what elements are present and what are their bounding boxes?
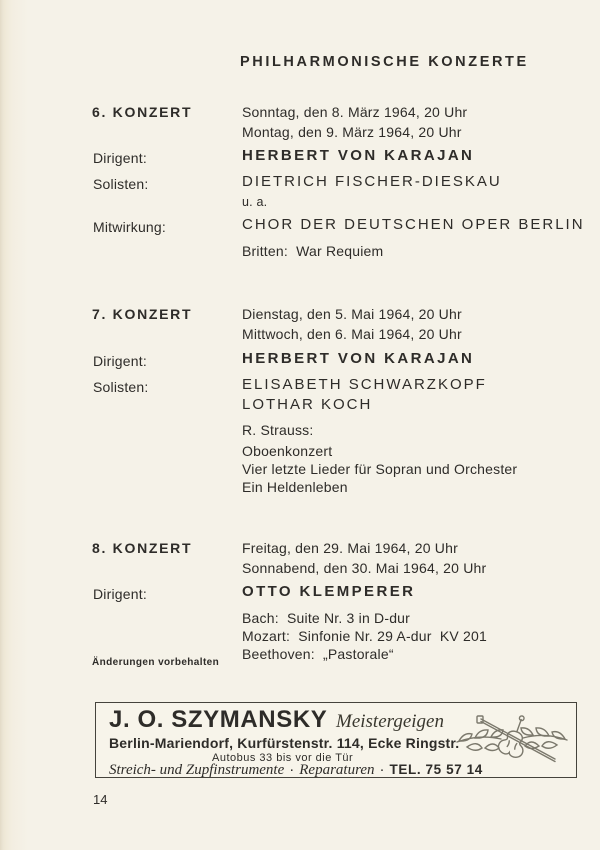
concert-6-date-2: Montag, den 9. März 1964, 20 Uhr [242,124,462,140]
concert-7-date-1: Dienstag, den 5. Mai 1964, 20 Uhr [242,306,462,322]
ad-service-repairs: Reparaturen [299,762,375,778]
concert-8-date-2: Sonnabend, den 30. Mai 1964, 20 Uhr [242,560,487,576]
concert-7-solist-2: LOTHAR KOCH [242,396,373,413]
concert-6-dirigent-name: HERBERT VON KARAJAN [242,147,475,164]
ad-services-line [109,761,483,779]
ad-phone-number: TEL. 75 57 14 [389,762,483,777]
ad-separator-2: · [379,761,385,778]
ad-address: Berlin-Mariendorf, Kurfürstenstr. 114, Ecke Ringstr. [109,735,460,751]
concert-7-dirigent-name: HERBERT VON KARAJAN [242,350,475,367]
ad-tagline: Meistergeigen [336,711,444,732]
concert-6-label: 6. KONZERT [92,104,193,120]
concert-7-solist-1: ELISABETH SCHWARZKOPF [242,376,487,393]
concert-6-program-1: Britten: War Requiem [242,243,384,259]
concert-7-program-1: R. Strauss: [242,422,314,438]
concert-6-solisten-note: u. a. [242,195,268,209]
concert-7-date-2: Mittwoch, den 6. Mai 1964, 20 Uhr [242,326,462,342]
concert-8-date-1: Freitag, den 29. Mai 1964, 20 Uhr [242,540,458,556]
concert-8-program-1: Bach: Suite Nr. 3 in D-dur [242,610,411,626]
concert-6-mitwirkung-label: Mitwirkung: [93,219,166,235]
concert-8-program-2: Mozart: Sinfonie Nr. 29 A-dur KV 201 [242,628,487,644]
concert-7-program-3: Vier letzte Lieder für Sopran und Orchester [242,461,518,477]
concert-8-program-3: Beethoven: „Pastorale“ [242,646,394,662]
concert-7-dirigent-label: Dirigent: [93,353,147,369]
advertisement-box [95,702,577,778]
concert-6-dirigent-label: Dirigent: [93,150,147,166]
ad-transit-info: Autobus 33 bis vor die Tür [212,752,354,764]
concert-7-program-4: Ein Heldenleben [242,479,348,495]
concert-6-date-1: Sonntag, den 8. März 1964, 20 Uhr [242,104,468,120]
concert-8-dirigent-label: Dirigent: [93,586,147,602]
scan-edge-shadow [0,0,28,850]
concert-7-solisten-label: Solisten: [93,379,149,395]
concert-7-label: 7. KONZERT [92,306,193,322]
concert-6-solisten-label: Solisten: [93,176,149,192]
page-number: 14 [93,792,108,807]
concert-6-solist-1: DIETRICH FISCHER-DIESKAU [242,173,502,190]
concert-6-mitwirkung: CHOR DER DEUTSCHEN OPER BERLIN [242,216,585,233]
concert-8-dirigent-name: OTTO KLEMPERER [242,583,416,600]
ad-company-name: J. O. SZYMANSKY [109,706,328,733]
violin-and-bow-laurel-icon [453,712,571,768]
concert-7-program-2: Oboenkonzert [242,443,333,459]
concert-8-label: 8. KONZERT [92,540,193,556]
ad-separator-1: · [289,761,295,778]
changes-reserved-note: Änderungen vorbehalten [92,657,220,668]
page-title: PHILHARMONISCHE KONZERTE [240,54,529,70]
ad-service-strings: Streich- und Zupfinstrumente [109,762,285,778]
